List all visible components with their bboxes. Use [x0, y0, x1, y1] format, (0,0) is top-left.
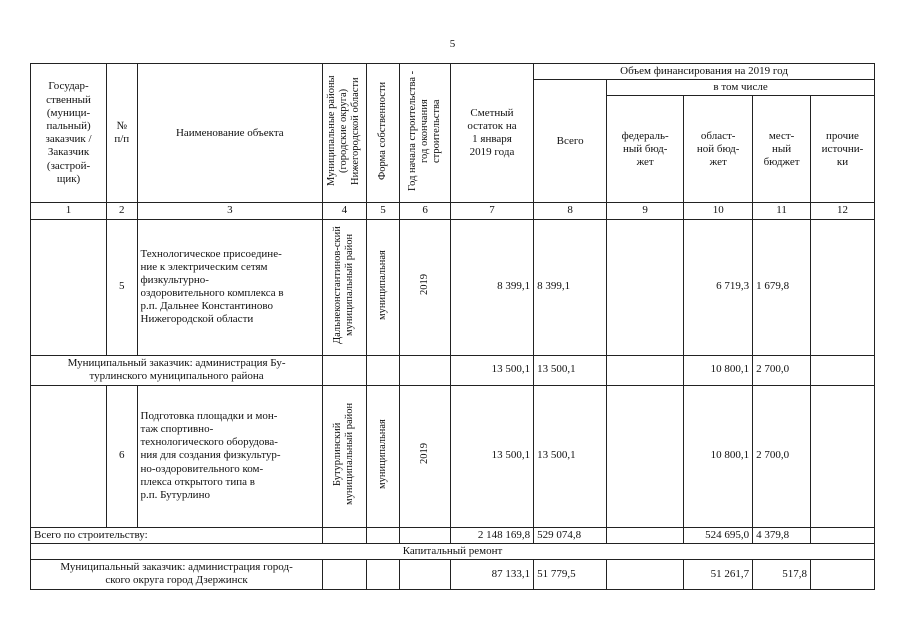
customer-regional: 10 800,1: [684, 355, 753, 385]
header-object-name: Наименование объекта: [137, 64, 323, 203]
header-other: прочие источни- ки: [810, 96, 874, 203]
column-numbers-row: [31, 203, 875, 219]
total-label: Всего по строительству:: [31, 527, 323, 543]
row-federal: [607, 385, 684, 527]
table-row: [31, 385, 875, 527]
section-row: [31, 543, 875, 559]
row-local: 1 679,8: [753, 219, 811, 355]
row-customer-cell: [31, 385, 107, 527]
row-total: 8 399,1: [534, 219, 607, 355]
total-total: 529 074,8: [534, 527, 607, 543]
customer-row: [31, 559, 875, 589]
row-year: 2019: [400, 219, 451, 355]
row-number: 6: [107, 385, 137, 527]
col-number: 4: [323, 203, 367, 219]
customer-label: Муниципальный заказчик: администрация город- ского округа город Дзержинск: [31, 559, 323, 589]
table-row: [31, 219, 875, 355]
section-title: Капитальный ремонт: [31, 543, 875, 559]
col-number: 10: [684, 203, 753, 219]
empty-cell: [607, 559, 684, 589]
row-ownership: муниципальная: [366, 219, 399, 355]
row-other: [810, 385, 874, 527]
empty-cell: [366, 527, 399, 543]
empty-cell: [810, 355, 874, 385]
row-other: [810, 219, 874, 355]
row-district: Бутурлинский муниципальный район: [323, 385, 367, 527]
row-customer-cell: [31, 219, 107, 355]
empty-cell: [607, 527, 684, 543]
header-total: Всего: [534, 80, 607, 203]
row-estimate: 8 399,1: [450, 219, 533, 355]
col-number: 8: [534, 203, 607, 219]
empty-cell: [323, 559, 367, 589]
customer-estimate: 87 133,1: [450, 559, 533, 589]
total-estimate: 2 148 169,8: [450, 527, 533, 543]
col-number: 9: [607, 203, 684, 219]
empty-cell: [323, 355, 367, 385]
empty-cell: [400, 527, 451, 543]
empty-cell: [400, 559, 451, 589]
row-estimate: 13 500,1: [450, 385, 533, 527]
row-total: 13 500,1: [534, 385, 607, 527]
col-number: 12: [810, 203, 874, 219]
col-number: 6: [400, 203, 451, 219]
customer-row: [31, 355, 875, 385]
empty-cell: [366, 355, 399, 385]
page-number: 5: [449, 38, 456, 50]
header-num: № п/п: [107, 64, 137, 203]
header-estimate: Сметный остаток на 1 января 2019 года: [450, 64, 533, 203]
total-row: [31, 527, 875, 543]
total-regional: 524 695,0: [684, 527, 753, 543]
customer-local: 2 700,0: [753, 355, 811, 385]
row-year: 2019: [400, 385, 451, 527]
empty-cell: [323, 527, 367, 543]
empty-cell: [400, 355, 451, 385]
header-ownership: Форма собственности: [366, 64, 399, 203]
header-including: в том числе: [607, 80, 875, 96]
row-object-name: Технологическое присоедине- ние к электрическим сетям физкультурно- оздоровительного комплекса в р.п. Дальнее Константиново Нижегородской области: [137, 219, 323, 355]
header-years: Год начала строительства - год окончания строительства: [400, 64, 451, 203]
col-number: 7: [450, 203, 533, 219]
empty-cell: [366, 559, 399, 589]
header-districts: Муниципальные районы (городские округа) Нижегородской области: [323, 64, 367, 203]
empty-cell: [607, 355, 684, 385]
header-customer: Государ- ственный (муници- пальный) заказчик / Заказчик (застрой- щик): [31, 64, 107, 203]
header-local: мест- ный бюджет: [753, 96, 811, 203]
col-number: 5: [366, 203, 399, 219]
customer-total: 51 779,5: [534, 559, 607, 589]
row-number: 5: [107, 219, 137, 355]
row-local: 2 700,0: [753, 385, 811, 527]
row-district: Дальнеконстантинов-ский муниципальный район: [323, 219, 367, 355]
customer-regional: 51 261,7: [684, 559, 753, 589]
empty-cell: [810, 559, 874, 589]
customer-local: 517,8: [753, 559, 811, 589]
row-federal: [607, 219, 684, 355]
row-ownership: муниципальная: [366, 385, 399, 527]
empty-cell: [810, 527, 874, 543]
header-financing: Объем финансирования на 2019 год: [534, 64, 875, 80]
customer-total: 13 500,1: [534, 355, 607, 385]
row-object-name: Подготовка площадки и мон- таж спортивно- технологического оборудова- ния для создания физкультур- но-оздоровительного ком- плекса открытого типа в р.п. Бутурлино: [137, 385, 323, 527]
header-federal: федераль- ный бюд- жет: [607, 96, 684, 203]
row-regional: 10 800,1: [684, 385, 753, 527]
header-regional: област- ной бюд- жет: [684, 96, 753, 203]
col-number: 3: [137, 203, 323, 219]
row-regional: 6 719,3: [684, 219, 753, 355]
total-local: 4 379,8: [753, 527, 811, 543]
col-number: 1: [31, 203, 107, 219]
customer-label: Муниципальный заказчик: администрация Бу- турлинского муниципального района: [31, 355, 323, 385]
customer-estimate: 13 500,1: [450, 355, 533, 385]
financing-table: [30, 63, 875, 590]
col-number: 2: [107, 203, 137, 219]
col-number: 11: [753, 203, 811, 219]
